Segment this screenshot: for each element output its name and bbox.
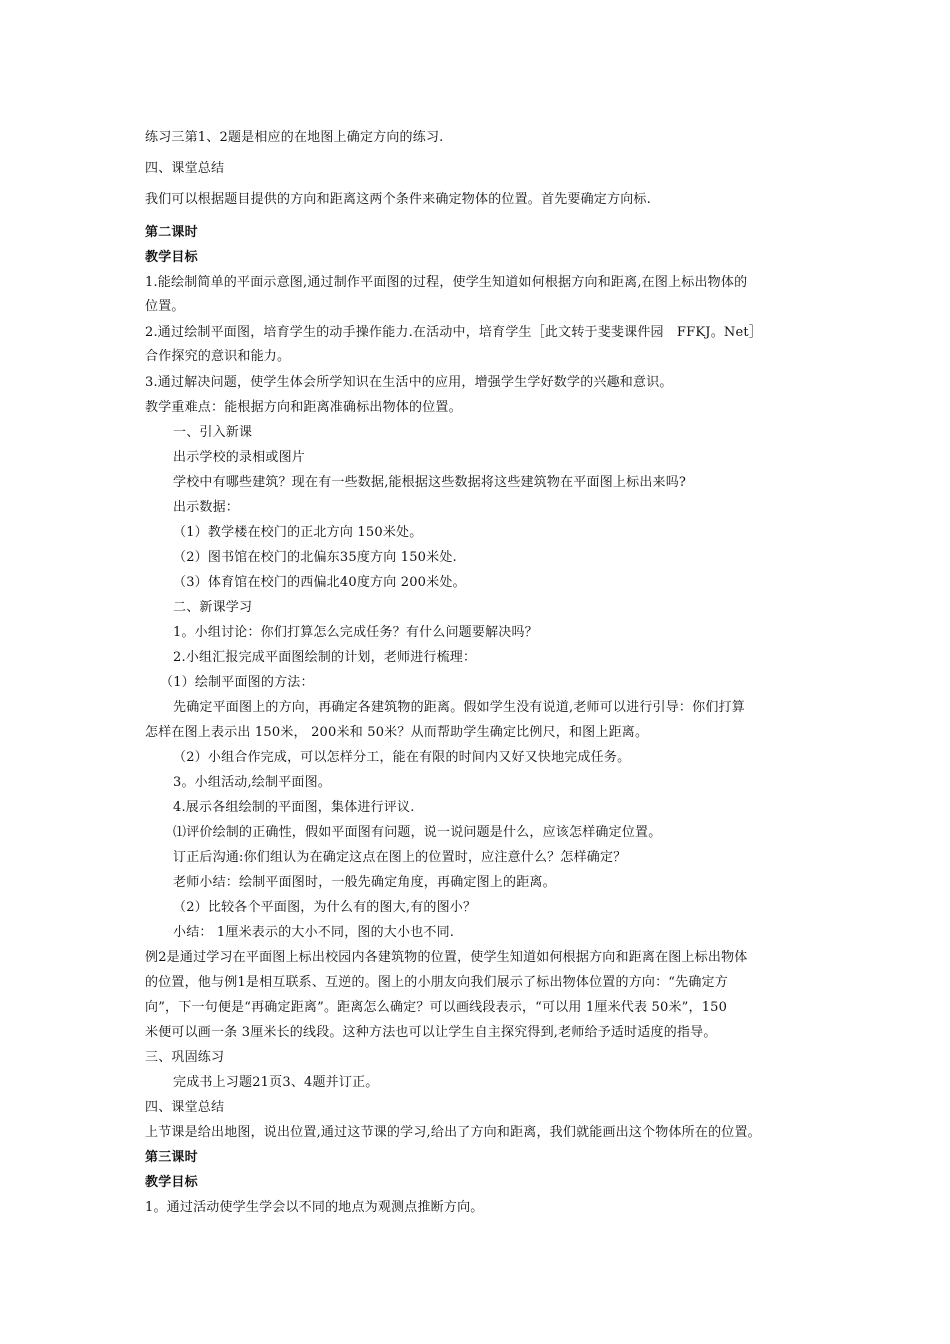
text-line: 小结： 1厘米表示的大小不同，图的大小也不同.: [173, 925, 455, 940]
list-item: （3）体育馆在校门的西偏北40度方向 200米处。: [173, 575, 466, 590]
text-line: 学校中有哪些建筑？现在有一些数据,能根据这些数据将这些建筑物在平面图上标出来吗?: [173, 475, 687, 490]
text-line: 怎样在图上表示出 150米， 200米和 50米？从而帮助学生确定比例尺，和图上距离。: [145, 725, 649, 740]
text-line: 出示数据：: [173, 500, 240, 515]
text-line: 2.小组汇报完成平面图绘制的计划，老师进行梳理：: [173, 650, 477, 665]
text-line: 1.能绘制简单的平面示意图,通过制作平面图的过程，使学生知道如何根据方向和距离,在图上标出物体的: [145, 275, 748, 290]
text-line: 我们可以根据题目提供的方向和距离这两个条件来确定物体的位置。首先要确定方向标.: [145, 192, 651, 207]
text-line: 合作探究的意识和能力。: [145, 349, 291, 364]
section-heading: 四、课堂总结: [145, 161, 225, 176]
list-item: （2）图书馆在校门的北偏东35度方向 150米处.: [173, 550, 457, 565]
text-line: ⑴评价绘制的正确性，假如平面图有问题，说一说问题是什么，应该怎样确定位置。: [173, 825, 662, 840]
section-heading: 教学目标: [145, 250, 198, 265]
text-line: （2）小组合作完成，可以怎样分工，能在有限的时间内又好又快地完成任务。: [173, 750, 631, 765]
text-line: 老师小结：绘制平面图时，一般先确定角度，再确定图上的距离。: [173, 875, 556, 890]
text-line: 教学重难点：能根据方向和距离准确标出物体的位置。: [145, 400, 462, 415]
text-line: 1。通过活动使学生学会以不同的地点为观测点推断方向。: [145, 1200, 484, 1215]
lesson-title: 第三课时: [145, 1150, 198, 1165]
text-line: 2.通过绘制平面图，培育学生的动手操作能力.在活动中，培育学生［此文转于斐斐课件园 FFKJ。Net］: [145, 325, 762, 340]
list-item: （1）教学楼在校门的正北方向 150米处。: [173, 525, 423, 540]
lesson-title: 第二课时: [145, 225, 198, 240]
text-line: 4.展示各组绘制的平面图，集体进行评议.: [173, 800, 415, 815]
text-line: 米便可以画一条 3厘米长的线段。这种方法也可以让学生自主探究得到,老师给予适时适度的指导。: [145, 1025, 717, 1040]
section-heading: 四、课堂总结: [145, 1100, 225, 1115]
text-line: 练习三第1、2题是相应的在地图上确定方向的练习.: [145, 130, 444, 145]
text-line: 1。小组讨论：你们打算怎么完成任务？有什么问题要解决吗？: [173, 625, 538, 640]
text-line: 3.通过解决问题，使学生体会所学知识在生活中的应用，增强学生学好数学的兴趣和意识。: [145, 375, 673, 390]
text-line: 出示学校的录相或图片: [173, 450, 306, 465]
text-line: （2）比较各个平面图，为什么有的图大,有的图小？: [173, 900, 477, 915]
text-line: 完成书上习题21页3、4题并订正。: [173, 1075, 379, 1090]
text-line: 先确定平面图上的方向，再确定各建筑物的距离。假如学生没有说道,老师可以进行引导：你们打算: [173, 700, 745, 715]
section-heading: 二、新课学习: [173, 600, 253, 615]
text-line: （1）绘制平面图的方法：: [160, 675, 314, 690]
text-line: 订正后沟通:你们组认为在确定这点在图上的位置时，应注意什么？怎样确定？: [173, 850, 627, 865]
section-heading: 三、巩固练习: [145, 1050, 225, 1065]
text-line: 例2是通过学习在平面图上标出校园内各建筑物的位置，使学生知道如何根据方向和距离在图上标出物体: [145, 950, 748, 965]
text-line: 向”，下一句便是“再确定距离”。距离怎么确定？可以画线段表示，“可以用 1厘米代表 50米”，150: [145, 1000, 728, 1015]
text-line: 3。小组活动,绘制平面图。: [173, 775, 332, 790]
section-heading: 一、引入新课: [173, 425, 253, 440]
text-line: 位置。: [145, 299, 185, 314]
section-heading: 教学目标: [145, 1175, 198, 1190]
text-line: 上节课是给出地图，说出位置,通过这节课的学习,给出了方向和距离，我们就能画出这个物体所在的位置。: [145, 1125, 761, 1140]
text-line: 的位置，他与例1是相互联系、互逆的。图上的小朋友向我们展示了标出物体位置的方向：“先确定方: [145, 975, 728, 990]
